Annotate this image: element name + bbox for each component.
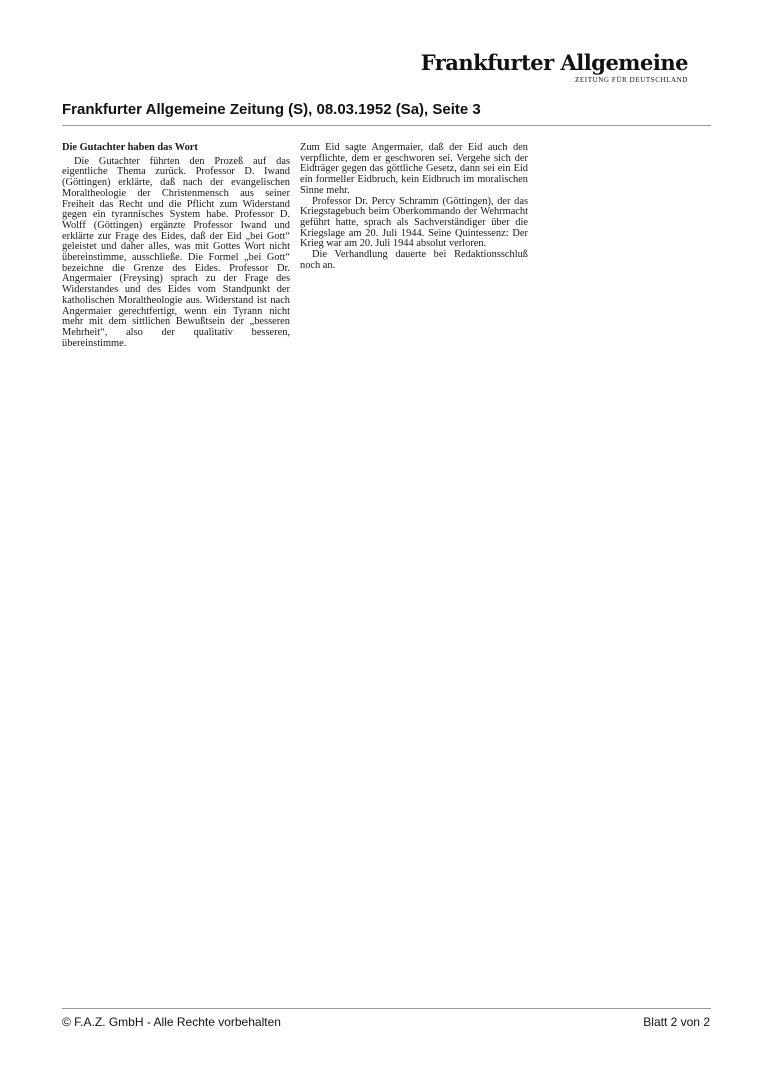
article-paragraph: Die Verhandlung dauerte bei Redaktionsschluß noch an. (300, 249, 528, 271)
logo-wordmark: Frankfurter Allgemeine (420, 50, 688, 75)
article-headline: Die Gutachter haben das Wort (62, 142, 198, 153)
article-column-1 (62, 143, 290, 349)
logo-subtitle: ZEITUNG FÜR DEUTSCHLAND (575, 76, 688, 84)
copyright-notice: © F.A.Z. GmbH - Alle Rechte vorbehalten (62, 1015, 281, 1029)
footer-divider (62, 1008, 711, 1009)
article-paragraph-continued: Zum Eid sagte Angermaier, daß der Eid auch den verpflichte, dem er geschworen sei. Vergehe sich der Eidträger gegen das göttliche Gesetz, dann sei ein Eid ein formeller Eidbruch, kein Eidbruch im moralischen Sinne mehr. (300, 142, 528, 196)
document-title: Frankfurter Allgemeine Zeitung (S), 08.03.1952 (Sa), Seite 3 (62, 101, 481, 118)
header-divider (62, 125, 711, 126)
article-paragraph: Die Gutachter führten den Prozeß auf das eigentliche Thema zurück. Professor D. Iwand (Göttingen) erklärte, daß nach der evangelischen Moraltheologie der Christenmensch aus seiner Freiheit das Recht und die Pflicht zum Widerstand gegen ein tyrannisches System habe. Professor D. Wolff (Göttingen) ergänzte Professor Iwand und erklärte zur Frage des Eides, daß der Eid „bei Gott“ geleistet und daher alles, was mit Gottes Wort nicht übereinstimme, ausschließe. Die Formel „bei Gott“ bezeichne die Grenze des Eides. Professor Dr. Angermaier (Freysing) sprach zu der Frage des Widerstandes und des Eides vom Standpunkt der katholischen Moraltheologie aus. Widerstand ist nach Angermaier gerechtfertigt, wenn ein Tyrann nicht mehr mit dem sittlichen Bewußtsein der „besseren Mehrheit“, also der qualitativ besseren, übereinstimme. (62, 155, 290, 349)
page-number: Blatt 2 von 2 (643, 1015, 710, 1029)
newspaper-logo (421, 50, 688, 84)
article-paragraph: Professor Dr. Percy Schramm (Göttingen), der das Kriegstagebuch beim Oberkommando der Wehrmacht geführt hatte, sprach als Sachverständiger über die Kriegslage am 20. Juli 1944. Seine Quintessenz: Der Krieg war am 20. Juli 1944 absolut verloren. (300, 195, 528, 250)
article-column-2 (300, 143, 528, 271)
